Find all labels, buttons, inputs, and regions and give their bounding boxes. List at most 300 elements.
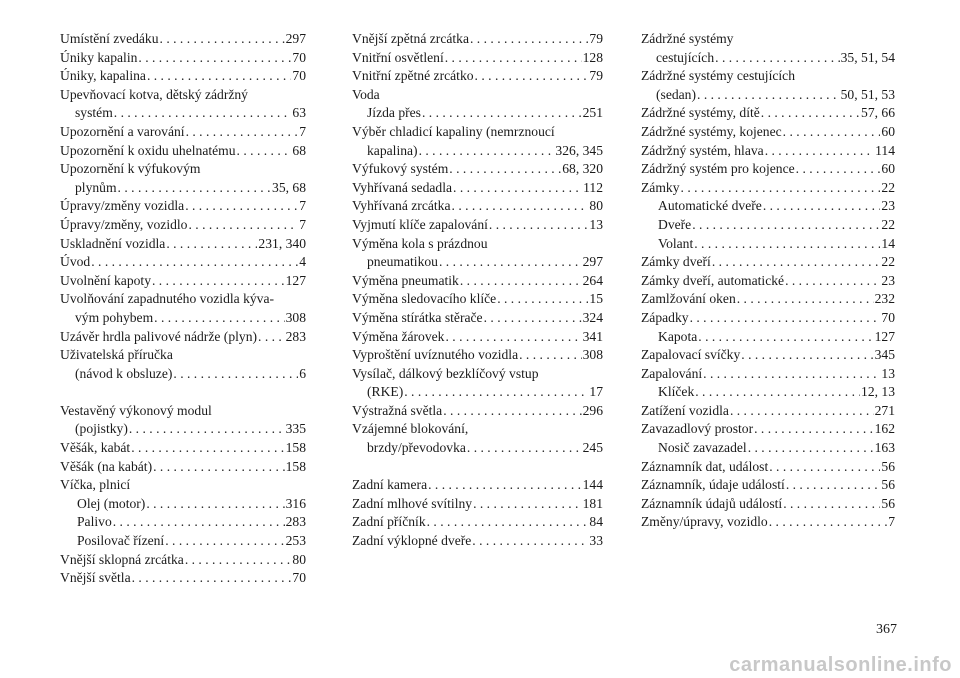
index-term: Kapota bbox=[658, 328, 698, 344]
index-entry bbox=[641, 420, 895, 439]
index-entry bbox=[60, 67, 306, 86]
index-term: Výměna pneumatik bbox=[352, 272, 459, 288]
page-reference: 15 bbox=[589, 291, 603, 307]
page-reference: 283 bbox=[285, 328, 306, 344]
dot-leader bbox=[472, 532, 588, 551]
page-reference: 326, 345 bbox=[555, 142, 603, 158]
index-entry bbox=[60, 569, 306, 588]
page-reference: 7 bbox=[299, 198, 306, 214]
page-reference: 35, 68 bbox=[272, 179, 306, 195]
index-entry bbox=[60, 551, 306, 570]
index-term: (RKE) bbox=[367, 384, 404, 400]
index-entry bbox=[641, 235, 895, 254]
index-term: Vyhřívaná sedadla bbox=[352, 179, 453, 195]
index-entry bbox=[352, 179, 603, 198]
dot-leader bbox=[427, 513, 589, 532]
index-term: Úpravy/změny vozidla bbox=[60, 198, 185, 214]
dot-leader bbox=[761, 104, 860, 123]
dot-leader bbox=[681, 179, 881, 198]
dot-leader bbox=[769, 513, 887, 532]
index-entry bbox=[352, 495, 603, 514]
page-reference: 12, 13 bbox=[861, 384, 895, 400]
page-reference: 22 bbox=[881, 179, 895, 195]
page-reference: 80 bbox=[589, 198, 603, 214]
index-column-3 bbox=[641, 30, 895, 532]
page-reference: 56 bbox=[881, 458, 895, 474]
index-entry bbox=[352, 272, 603, 291]
dot-leader bbox=[763, 197, 881, 216]
page-reference: 296 bbox=[582, 402, 603, 418]
index-term: Zámky dveří, automatické bbox=[641, 272, 785, 288]
index-entry bbox=[352, 49, 603, 68]
page-reference: 70 bbox=[292, 68, 306, 84]
page-reference: 7 bbox=[299, 123, 306, 139]
dot-leader bbox=[741, 346, 873, 365]
index-term: Výměna stírátka stěrače bbox=[352, 309, 483, 325]
index-entry bbox=[60, 439, 306, 458]
index-entry bbox=[60, 272, 306, 291]
index-entry bbox=[60, 532, 306, 551]
index-entry bbox=[352, 253, 603, 272]
dot-leader bbox=[783, 495, 880, 514]
index-term: Změny/úpravy, vozidlo bbox=[641, 514, 768, 530]
dot-leader bbox=[422, 104, 582, 123]
page-reference: 127 bbox=[874, 328, 895, 344]
dot-leader bbox=[166, 235, 257, 254]
page-reference: 84 bbox=[589, 514, 603, 530]
dot-leader bbox=[113, 513, 285, 532]
index-entry bbox=[352, 383, 603, 402]
index-heading: Vestavěný výkonový modul bbox=[60, 402, 212, 418]
page-reference: 80 bbox=[292, 551, 306, 567]
dot-leader bbox=[796, 160, 881, 179]
index-entry bbox=[352, 328, 603, 347]
index-entry bbox=[641, 216, 895, 235]
index-heading: Uvolňování zapadnutého vozidla kýva- bbox=[60, 291, 275, 307]
index-term: vým pohybem bbox=[75, 309, 154, 325]
index-term: Zádržné systémy, kojenec bbox=[641, 123, 782, 139]
index-entry bbox=[60, 458, 306, 477]
index-entry bbox=[352, 402, 603, 421]
page-reference: 163 bbox=[874, 440, 895, 456]
index-term: Vnitřní osvětlení bbox=[352, 49, 444, 65]
dot-leader bbox=[692, 216, 880, 235]
index-term: Úpravy/změny, vozidlo bbox=[60, 216, 188, 232]
dot-leader bbox=[419, 142, 555, 161]
index-entry bbox=[60, 104, 306, 123]
index-term: Úvod bbox=[60, 254, 91, 270]
index-term: Výstražná světla bbox=[352, 402, 443, 418]
dot-leader bbox=[146, 495, 284, 514]
index-entry bbox=[641, 272, 895, 291]
index-entry bbox=[352, 67, 603, 86]
index-entry bbox=[352, 532, 603, 551]
dot-leader bbox=[258, 328, 285, 347]
page-reference: 158 bbox=[285, 440, 306, 456]
index-column-1 bbox=[60, 30, 306, 588]
dot-leader bbox=[452, 197, 589, 216]
index-entry bbox=[641, 253, 895, 272]
dot-leader bbox=[445, 328, 581, 347]
index-entry bbox=[352, 216, 603, 235]
dot-leader bbox=[737, 290, 874, 309]
index-entry bbox=[352, 476, 603, 495]
index-entry bbox=[60, 49, 306, 68]
index-term: Palivo bbox=[77, 514, 112, 530]
dot-leader bbox=[152, 272, 285, 291]
index-entry bbox=[60, 142, 306, 161]
index-term: Úniky kapalin bbox=[60, 49, 138, 65]
index-entry bbox=[60, 309, 306, 328]
index-entry bbox=[60, 513, 306, 532]
page-reference: 79 bbox=[589, 31, 603, 46]
index-heading: Uživatelská příručka bbox=[60, 347, 173, 363]
dot-leader bbox=[188, 216, 298, 235]
index-entry bbox=[60, 253, 306, 272]
page-reference: 181 bbox=[582, 495, 603, 511]
index-term: Zatížení vozidla bbox=[641, 402, 729, 418]
index-entry bbox=[641, 402, 895, 421]
index-entry bbox=[352, 160, 603, 179]
index-term: Olej (motor) bbox=[77, 495, 146, 511]
index-entry bbox=[60, 495, 306, 514]
dot-leader bbox=[91, 253, 298, 272]
index-term: Vyproštění uvíznutého vozidla bbox=[352, 347, 519, 363]
dot-leader bbox=[785, 272, 880, 291]
dot-leader bbox=[765, 142, 874, 161]
dot-leader bbox=[237, 142, 292, 161]
index-entry bbox=[352, 30, 603, 49]
page-number: 367 bbox=[876, 622, 897, 637]
dot-leader bbox=[460, 272, 582, 291]
index-entry bbox=[60, 235, 306, 254]
index-term: Západky bbox=[641, 309, 689, 325]
page-reference: 56 bbox=[881, 477, 895, 493]
page-reference: 68, 320 bbox=[562, 161, 603, 177]
dot-leader bbox=[138, 49, 291, 68]
index-entry bbox=[641, 197, 895, 216]
index-entry bbox=[352, 104, 603, 123]
dot-leader bbox=[730, 402, 874, 421]
index-term: Zámky dveří bbox=[641, 254, 711, 270]
dot-leader bbox=[467, 439, 582, 458]
index-column-2 bbox=[352, 30, 603, 551]
index-entry bbox=[641, 383, 895, 402]
index-term: Vyhřívaná zrcátka bbox=[352, 198, 451, 214]
page-reference: 308 bbox=[582, 347, 603, 363]
dot-leader bbox=[186, 123, 299, 142]
dot-leader bbox=[475, 67, 589, 86]
index-entry bbox=[352, 309, 603, 328]
page-reference: 231, 340 bbox=[258, 235, 306, 251]
page-reference: 7 bbox=[299, 216, 306, 232]
page-reference: 70 bbox=[292, 570, 306, 586]
index-term: Uzávěr hrdla palivové nádrže (plyn) bbox=[60, 328, 258, 344]
index-entry bbox=[641, 346, 895, 365]
index-heading: Zádržné systémy cestujících bbox=[641, 68, 796, 84]
index-term: Zadní příčník bbox=[352, 514, 426, 530]
index-heading: Voda bbox=[352, 86, 380, 102]
page-reference: 341 bbox=[582, 328, 603, 344]
index-term: Zádržné systémy, dítě bbox=[641, 105, 760, 121]
index-term: Záznamník, údaje událostí bbox=[641, 477, 785, 493]
index-term: pneumatikou bbox=[367, 254, 438, 270]
dot-leader bbox=[694, 235, 880, 254]
index-entry bbox=[641, 142, 895, 161]
index-entry bbox=[352, 197, 603, 216]
page-reference: 128 bbox=[582, 49, 603, 65]
dot-leader bbox=[715, 49, 839, 68]
dot-leader bbox=[173, 365, 298, 384]
index-heading: Upozornění k výfukovým bbox=[60, 161, 201, 177]
dot-leader bbox=[165, 532, 284, 551]
index-entry bbox=[352, 290, 603, 309]
dot-leader bbox=[445, 49, 582, 68]
index-term: Vnější zpětná zrcátka bbox=[352, 31, 469, 46]
index-entry bbox=[641, 439, 895, 458]
index-heading: Vysílač, dálkový bezklíčový vstup bbox=[352, 365, 539, 381]
page-reference: 33 bbox=[589, 533, 603, 549]
index-term: Výměna sledovacího klíče bbox=[352, 291, 497, 307]
page-reference: 57, 66 bbox=[861, 105, 895, 121]
page-reference: 35, 51, 54 bbox=[840, 49, 895, 65]
page-reference: 324 bbox=[582, 309, 603, 325]
page-reference: 114 bbox=[875, 142, 895, 158]
page-reference: 264 bbox=[582, 272, 603, 288]
page-reference: 13 bbox=[881, 365, 895, 381]
page-reference: 63 bbox=[292, 105, 306, 121]
index-entry bbox=[60, 365, 306, 384]
index-term: plynům bbox=[75, 179, 117, 195]
page-reference: 22 bbox=[881, 254, 895, 270]
index-entry bbox=[641, 179, 895, 198]
index-term: (návod k obsluze) bbox=[75, 365, 173, 381]
page-reference: 345 bbox=[874, 347, 895, 363]
dot-leader bbox=[712, 253, 881, 272]
index-entry bbox=[352, 346, 603, 365]
dot-leader bbox=[154, 309, 284, 328]
dot-leader bbox=[129, 420, 285, 439]
index-entry bbox=[60, 197, 306, 216]
index-term: systém bbox=[75, 105, 113, 121]
page-reference: 297 bbox=[582, 254, 603, 270]
index-term: brzdy/převodovka bbox=[367, 440, 466, 456]
dot-leader bbox=[489, 216, 589, 235]
index-term: Zapalovací svíčky bbox=[641, 347, 741, 363]
index-term: Zámky bbox=[641, 179, 680, 195]
index-term: kapalina) bbox=[367, 142, 418, 158]
index-term: Uvolnění kapoty bbox=[60, 272, 151, 288]
page-reference: 253 bbox=[285, 533, 306, 549]
page-reference: 144 bbox=[582, 477, 603, 493]
index-term: (sedan) bbox=[656, 86, 697, 102]
index-entry bbox=[60, 30, 306, 49]
page-reference: 112 bbox=[583, 179, 603, 195]
index-term: Klíček bbox=[658, 384, 695, 400]
dot-leader bbox=[697, 86, 840, 105]
page-reference: 22 bbox=[881, 216, 895, 232]
index-entry bbox=[641, 495, 895, 514]
dot-leader bbox=[153, 458, 285, 477]
dot-leader bbox=[449, 160, 561, 179]
dot-leader bbox=[473, 495, 582, 514]
dot-leader bbox=[132, 569, 292, 588]
index-heading: Víčka, plnicí bbox=[60, 477, 131, 493]
dot-leader bbox=[439, 253, 582, 272]
index-term: Zavazadlový prostor bbox=[641, 421, 754, 437]
page-reference: 7 bbox=[888, 514, 895, 530]
page-reference: 162 bbox=[874, 421, 895, 437]
page-reference: 245 bbox=[582, 440, 603, 456]
dot-leader bbox=[453, 179, 582, 198]
page-reference: 17 bbox=[589, 384, 603, 400]
index-entry bbox=[641, 86, 895, 105]
index-heading: Výměna kola s prázdnou bbox=[352, 235, 488, 251]
index-entry bbox=[352, 513, 603, 532]
index-term: Výfukový systém bbox=[352, 161, 449, 177]
index-entry bbox=[641, 104, 895, 123]
index-heading: Vzájemné blokování, bbox=[352, 421, 469, 437]
page-reference: 316 bbox=[285, 495, 306, 511]
dot-leader bbox=[428, 476, 582, 495]
index-term: Zadní mlhové svítilny bbox=[352, 495, 473, 511]
index-term: Uskladnění vozidla bbox=[60, 235, 166, 251]
index-entry bbox=[60, 179, 306, 198]
page-reference: 271 bbox=[874, 402, 895, 418]
index-entry bbox=[641, 365, 895, 384]
index-term: Zamlžování oken bbox=[641, 291, 736, 307]
index-entry bbox=[641, 458, 895, 477]
dot-leader bbox=[484, 309, 582, 328]
dot-leader bbox=[519, 346, 581, 365]
dot-leader bbox=[443, 402, 581, 421]
dot-leader bbox=[695, 383, 860, 402]
index-term: cestujících bbox=[656, 49, 715, 65]
index-entry bbox=[60, 328, 306, 347]
index-term: Úniky, kapalina bbox=[60, 68, 146, 84]
index-term: Zádržný systém, hlava bbox=[641, 142, 764, 158]
index-term: Upozornění k oxidu uhelnatému bbox=[60, 142, 236, 158]
index-term: (pojistky) bbox=[75, 421, 128, 437]
page-reference: 283 bbox=[285, 514, 306, 530]
page-reference: 60 bbox=[881, 123, 895, 139]
index-term: Nosič zavazadel bbox=[658, 440, 747, 456]
dot-leader bbox=[131, 439, 284, 458]
page-reference: 4 bbox=[299, 254, 306, 270]
dot-leader bbox=[769, 458, 880, 477]
index-term: Dveře bbox=[658, 216, 692, 232]
index-entry bbox=[352, 439, 603, 458]
index-entry bbox=[641, 290, 895, 309]
page-reference: 297 bbox=[285, 31, 306, 46]
page-reference: 70 bbox=[881, 309, 895, 325]
index-entry bbox=[352, 142, 603, 161]
dot-leader bbox=[703, 365, 880, 384]
page-reference: 127 bbox=[285, 272, 306, 288]
page-reference: 308 bbox=[285, 309, 306, 325]
section-gap bbox=[60, 383, 306, 402]
page-reference: 13 bbox=[589, 216, 603, 232]
dot-leader bbox=[185, 551, 292, 570]
index-term: Vnější sklopná zrcátka bbox=[60, 551, 184, 567]
dot-leader bbox=[754, 420, 874, 439]
index-term: Jízda přes bbox=[367, 105, 421, 121]
section-gap bbox=[352, 458, 603, 477]
index-term: Záznamník dat, událost bbox=[641, 458, 769, 474]
index-term: Zapalování bbox=[641, 365, 703, 381]
page-reference: 79 bbox=[589, 68, 603, 84]
page-reference: 60 bbox=[881, 161, 895, 177]
page-reference: 6 bbox=[299, 365, 306, 381]
dot-leader bbox=[786, 476, 881, 495]
index-entry bbox=[60, 123, 306, 142]
page-reference: 14 bbox=[881, 235, 895, 251]
index-entry bbox=[641, 309, 895, 328]
index-term: Umístění zvedáku bbox=[60, 31, 159, 46]
index-term: Posilovač řízení bbox=[77, 533, 165, 549]
index-entry bbox=[641, 328, 895, 347]
index-term: Věšák (na kabát) bbox=[60, 458, 153, 474]
index-entry bbox=[641, 49, 895, 68]
dot-leader bbox=[404, 383, 588, 402]
index-term: Volant bbox=[658, 235, 694, 251]
dot-leader bbox=[118, 179, 271, 198]
index-term: Záznamník údajů událostí bbox=[641, 495, 783, 511]
dot-leader bbox=[748, 439, 874, 458]
index-heading: Výběr chladicí kapaliny (nemrznoucí bbox=[352, 123, 555, 139]
page-reference: 23 bbox=[881, 198, 895, 214]
page-reference: 56 bbox=[881, 495, 895, 511]
page-reference: 68 bbox=[292, 142, 306, 158]
index-term: Výměna žárovek bbox=[352, 328, 445, 344]
page-reference: 70 bbox=[292, 49, 306, 65]
page-reference: 232 bbox=[874, 291, 895, 307]
page-reference: 158 bbox=[285, 458, 306, 474]
index-term: Vnitřní zpětné zrcátko bbox=[352, 68, 474, 84]
page-reference: 335 bbox=[285, 421, 306, 437]
index-entry bbox=[60, 420, 306, 439]
dot-leader bbox=[470, 30, 588, 49]
index-entry bbox=[641, 476, 895, 495]
dot-leader bbox=[185, 197, 298, 216]
index-entry bbox=[641, 513, 895, 532]
index-entry bbox=[60, 216, 306, 235]
index-term: Upozornění a varování bbox=[60, 123, 185, 139]
index-entry bbox=[641, 160, 895, 179]
watermark: carmanualsonline.info bbox=[729, 654, 952, 676]
index-heading: Upevňovací kotva, dětský zádržný bbox=[60, 86, 248, 102]
index-entry bbox=[641, 123, 895, 142]
dot-leader bbox=[783, 123, 881, 142]
dot-leader bbox=[698, 328, 873, 347]
index-term: Zádržný systém pro kojence bbox=[641, 161, 795, 177]
dot-leader bbox=[690, 309, 881, 328]
dot-leader bbox=[114, 104, 292, 123]
dot-leader bbox=[497, 290, 588, 309]
index-term: Zadní výklopné dveře bbox=[352, 533, 472, 549]
index-term: Zadní kamera bbox=[352, 477, 428, 493]
index-term: Vnější světla bbox=[60, 570, 131, 586]
index-term: Vyjmutí klíče zapalování bbox=[352, 216, 488, 232]
page-reference: 23 bbox=[881, 272, 895, 288]
index-heading: Zádržné systémy bbox=[641, 31, 734, 46]
page-reference: 50, 51, 53 bbox=[840, 86, 895, 102]
dot-leader bbox=[147, 67, 291, 86]
page-reference: 251 bbox=[582, 105, 603, 121]
dot-leader bbox=[160, 30, 285, 49]
index-term: Věšák, kabát bbox=[60, 440, 131, 456]
index-term: Automatické dveře bbox=[658, 198, 762, 214]
